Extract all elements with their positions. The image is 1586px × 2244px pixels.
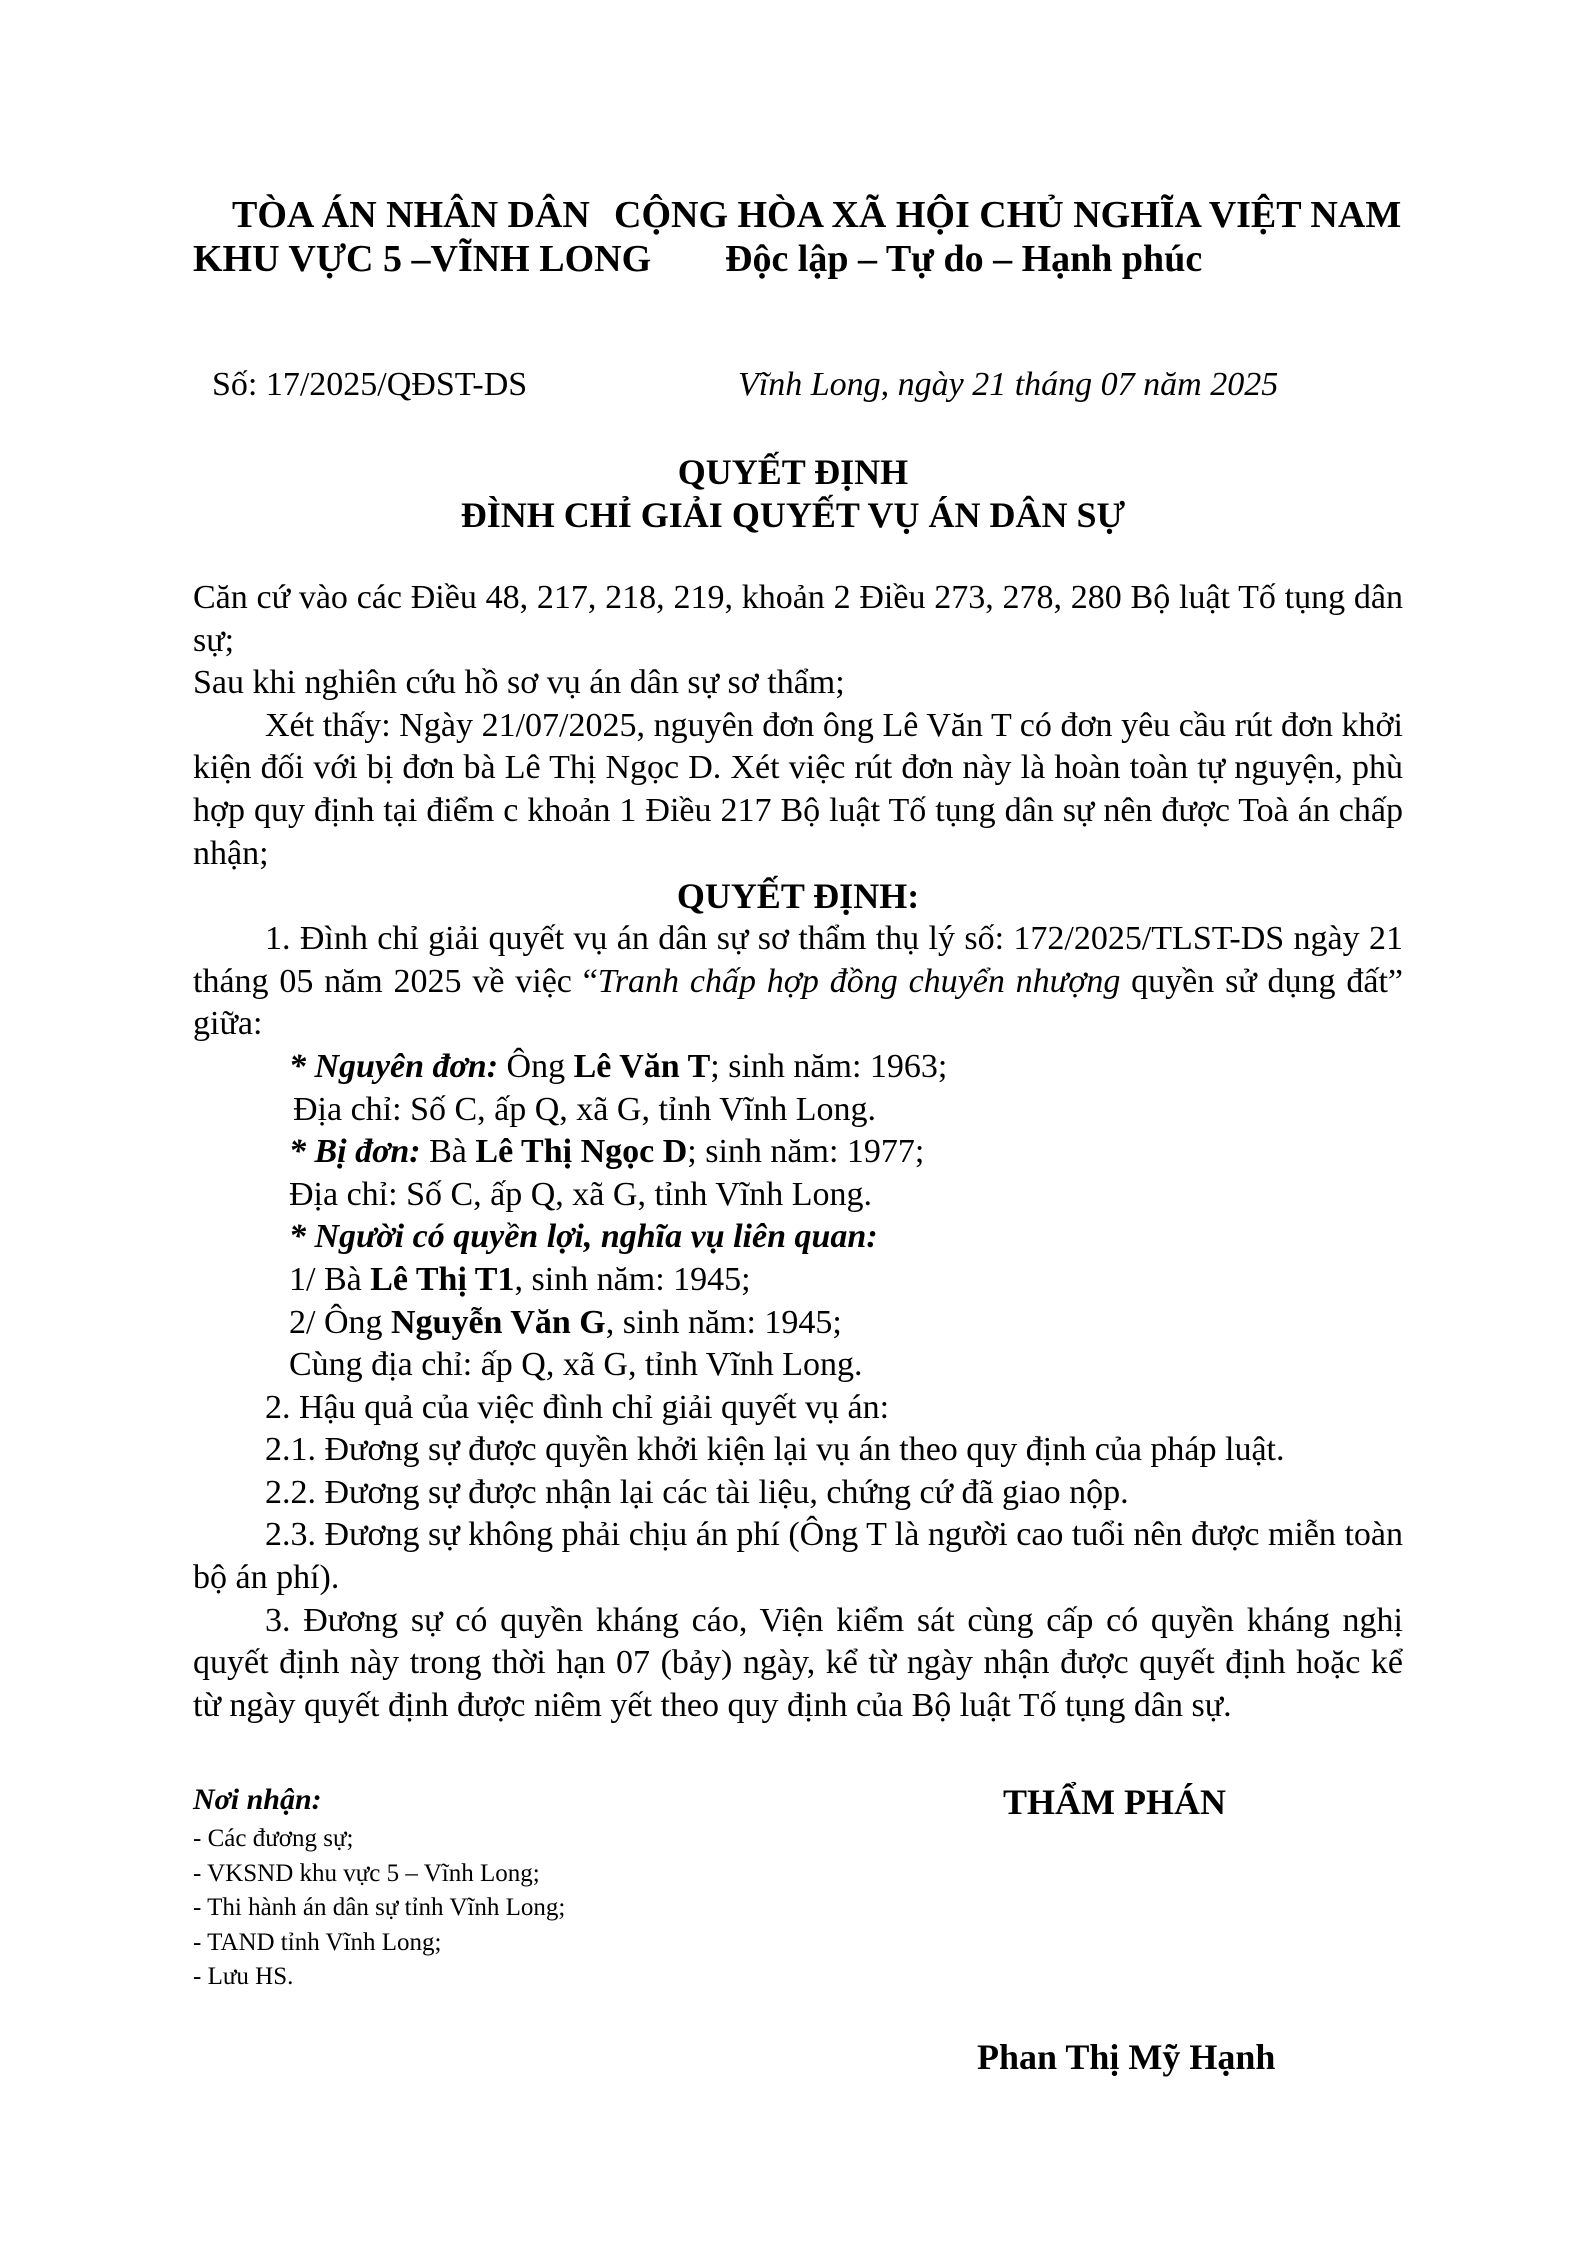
decision-item-1 bbox=[193, 918, 1403, 1046]
related-party-1-birth: , sinh năm: 1945; bbox=[514, 1260, 751, 1298]
related-party-2-birth: , sinh năm: 1945; bbox=[605, 1303, 842, 1341]
plaintiff-name: Lê Văn T bbox=[573, 1047, 711, 1085]
national-title: CỘNG HÒA XÃ HỘI CHỦ NGHĨA VIỆT NAM bbox=[614, 194, 1402, 236]
decision-item-3: 3. Đương sự có quyền kháng cáo, Viện kiểm sát cùng cấp có quyền kháng nghị quyết định này trong thời hạn 07 (bảy) ngày, kể từ ngày nhận được quyết định hoặc kể từ ngày quyết định được niêm yết theo quy định của Bộ luật Tố tụng dân sự. bbox=[193, 1601, 1403, 1724]
signer-name: Phan Thị Mỹ Hạnh bbox=[977, 2037, 1276, 2077]
plaintiff-address: Địa chỉ: Số C, ấp Q, xã G, tỉnh Vĩnh Long. bbox=[293, 1090, 876, 1128]
related-party-2 bbox=[193, 1302, 1403, 1345]
item1-prefix: 1. Đình chỉ giải quyết vụ án dân sự sơ thẩm thụ lý số: 172/2025/TLST-DS ngày 21 tháng 05 năm 2025 về việc “ bbox=[193, 920, 1403, 1000]
recipient-item: - Thi hành án dân sự tỉnh Vĩnh Long; bbox=[193, 1894, 566, 1921]
study-note: Sau khi nghiên cứu hồ sơ vụ án dân sự sơ thẩm; bbox=[193, 664, 845, 702]
defendant-name: Lê Thị Ngọc D bbox=[475, 1133, 688, 1171]
decision-heading: QUYẾT ĐỊNH: bbox=[676, 876, 920, 917]
recipient-item: - Các đương sự; bbox=[193, 1825, 354, 1852]
recipient-item: - TAND tỉnh Vĩnh Long; bbox=[193, 1928, 442, 1956]
related-party-2-name: Nguyễn Văn G bbox=[391, 1303, 606, 1341]
document-subtitle: ĐÌNH CHỈ GIẢI QUYẾT VỤ ÁN DÂN SỰ bbox=[460, 495, 1126, 535]
document-body bbox=[193, 577, 1403, 1727]
recipients-list bbox=[193, 1822, 565, 1995]
case-subject: Tranh chấp hợp đồng chuyển nhượng bbox=[597, 962, 1121, 1000]
defendant-birth: ; sinh năm: 1977; bbox=[687, 1133, 925, 1171]
consequence-2-2: 2.2. Đương sự được nhận lại các tài liệu, chứng cứ đã giao nộp. bbox=[265, 1473, 1129, 1511]
related-party-2-title: 2/ Ông bbox=[289, 1303, 391, 1341]
recipient-item: - VKSND khu vực 5 – Vĩnh Long; bbox=[193, 1859, 540, 1887]
consideration-paragraph: Xét thấy: Ngày 21/07/2025, nguyên đơn ông Lê Văn T có đơn yêu cầu rút đơn khởi kiện đối với bị đơn bà Lê Thị Ngọc D. Xét việc rút đơn này là hoàn toàn tự nguyện, phù hợp quy định tại điểm c khoản 1 Điều 217 Bộ luật Tố tụng dân sự nên được Toà án chấp nhận; bbox=[193, 706, 1403, 872]
document-title: QUYẾT ĐỊNH bbox=[677, 452, 909, 492]
consequence-2-1: 2.1. Đương sự được quyền khởi kiện lại vụ án theo quy định của pháp luật. bbox=[265, 1431, 1285, 1469]
court-name-line1: TÒA ÁN NHÂN DÂN bbox=[232, 194, 590, 236]
consequence-2-3: 2.3. Đương sự không phải chịu án phí (Ông T là người cao tuổi nên được miễn toàn bộ án phí). bbox=[193, 1516, 1403, 1597]
related-parties-label bbox=[193, 1216, 1403, 1259]
recipient-item: - Lưu HS. bbox=[193, 1963, 294, 1990]
defendant-label: * Bị đơn: bbox=[289, 1133, 421, 1171]
defendant-address: Địa chỉ: Số C, ấp Q, xã G, tỉnh Vĩnh Long. bbox=[289, 1175, 872, 1213]
recipients-title: Nơi nhận: bbox=[193, 1783, 322, 1816]
signer-title: THẨM PHÁN bbox=[1003, 1782, 1226, 1822]
court-name-line2: KHU VỰC 5 –VĨNH LONG bbox=[193, 238, 652, 280]
defendant-title: Bà bbox=[420, 1133, 476, 1171]
related-party-1-title: 1/ Bà bbox=[289, 1260, 371, 1298]
plaintiff-line bbox=[193, 1046, 1403, 1089]
consequences-heading: 2. Hậu quả của việc đình chỉ giải quyết vụ án: bbox=[265, 1388, 890, 1426]
related-party-1-name: Lê Thị T1 bbox=[370, 1260, 515, 1298]
related-party-1 bbox=[193, 1259, 1403, 1302]
defendant-line bbox=[193, 1131, 1403, 1174]
document-number: Số: 17/2025/QĐST-DS bbox=[212, 366, 528, 403]
plaintiff-birth: ; sinh năm: 1963; bbox=[710, 1047, 948, 1085]
place-date: Vĩnh Long, ngày 21 tháng 07 năm 2025 bbox=[738, 366, 1279, 403]
item1-suffix: quyền sử dụng đất” giữa: bbox=[193, 962, 1403, 1043]
related-parties-address: Cùng địa chỉ: ấp Q, xã G, tỉnh Vĩnh Long. bbox=[289, 1346, 863, 1384]
related-parties-heading: * Người có quyền lợi, nghĩa vụ liên quan: bbox=[289, 1218, 878, 1256]
plaintiff-title: Ông bbox=[498, 1047, 574, 1085]
legal-basis: Căn cứ vào các Điều 48, 217, 218, 219, khoản 2 Điều 273, 278, 280 Bộ luật Tố tụng dân sự; bbox=[193, 579, 1403, 659]
plaintiff-label: * Nguyên đơn: bbox=[289, 1047, 499, 1085]
national-motto: Độc lập – Tự do – Hạnh phúc bbox=[725, 238, 1203, 280]
